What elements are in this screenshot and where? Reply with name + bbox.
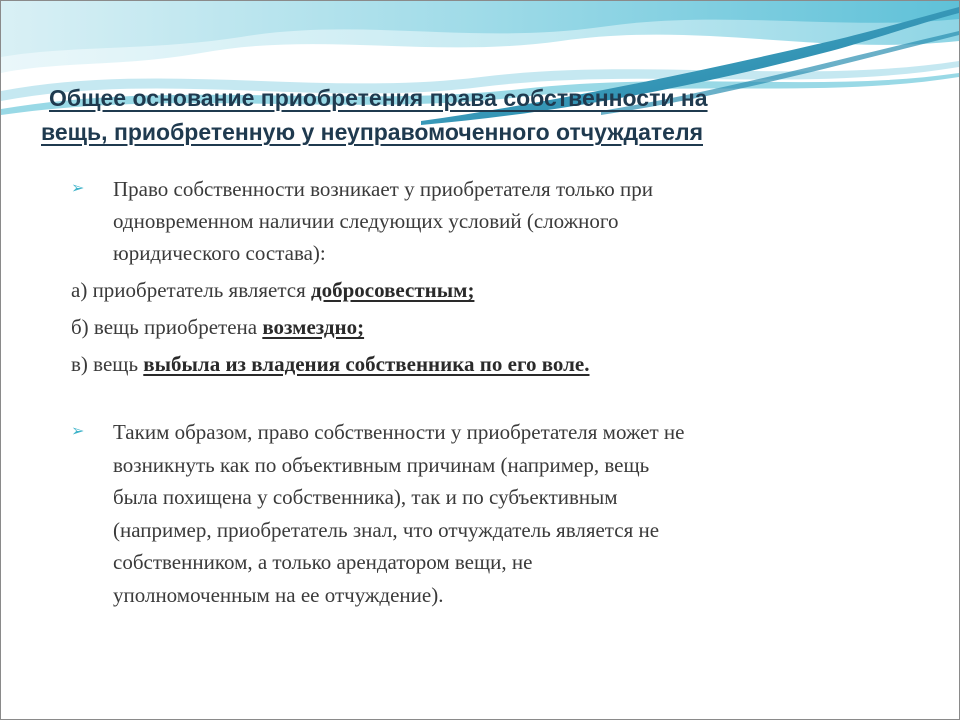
condition-prefix: б) вещь приобретена (71, 315, 263, 339)
condition-emphasis: выбыла из владения собственника по его воле. (143, 352, 590, 376)
bullet-item-conditions (71, 173, 921, 269)
condition-emphasis: возмездно; (262, 315, 365, 339)
condition-prefix: а) приобретатель является (71, 278, 311, 302)
slide-title (41, 81, 921, 149)
condition-emphasis: добросовестным; (310, 278, 475, 302)
arrow-bullet-icon: ➢ (71, 421, 85, 440)
slide-body (71, 173, 921, 611)
arrow-bullet-icon: ➢ (71, 178, 85, 197)
title-line-2: вещь, приобретенную у неуправомоченного отчуждателя (41, 119, 703, 145)
title-line-1: Общее основание приобретения права собственности на (49, 85, 708, 111)
bullet-line: уполномоченным на ее отчуждение). (113, 582, 444, 607)
condition-prefix: в) вещь (71, 352, 144, 376)
bullet-line: юридического состава): (113, 241, 326, 265)
condition-c (71, 348, 921, 380)
spacer (71, 380, 921, 416)
bullet-line: Таким образом, право собственности у приобретателя может не (113, 420, 685, 444)
bullet-line: была похищена у собственника), так и по субъективным (113, 485, 618, 509)
condition-b (71, 311, 921, 343)
bullet-line: одновременном наличии следующих условий (сложного (113, 209, 619, 233)
condition-a (71, 274, 921, 306)
bullet-line: Право собственности возникает у приобретателя только при (113, 177, 653, 201)
bullet-line: (например, приобретатель знал, что отчуждатель является не (113, 517, 660, 542)
bullet-item-conclusion (71, 416, 921, 611)
bullet-line: собственником, а только арендатором вещи, не (113, 550, 533, 574)
bullet-line: возникнуть как по объективным причинам (например, вещь (113, 452, 650, 477)
bullet-text (113, 416, 921, 611)
bullet-text (113, 173, 921, 269)
